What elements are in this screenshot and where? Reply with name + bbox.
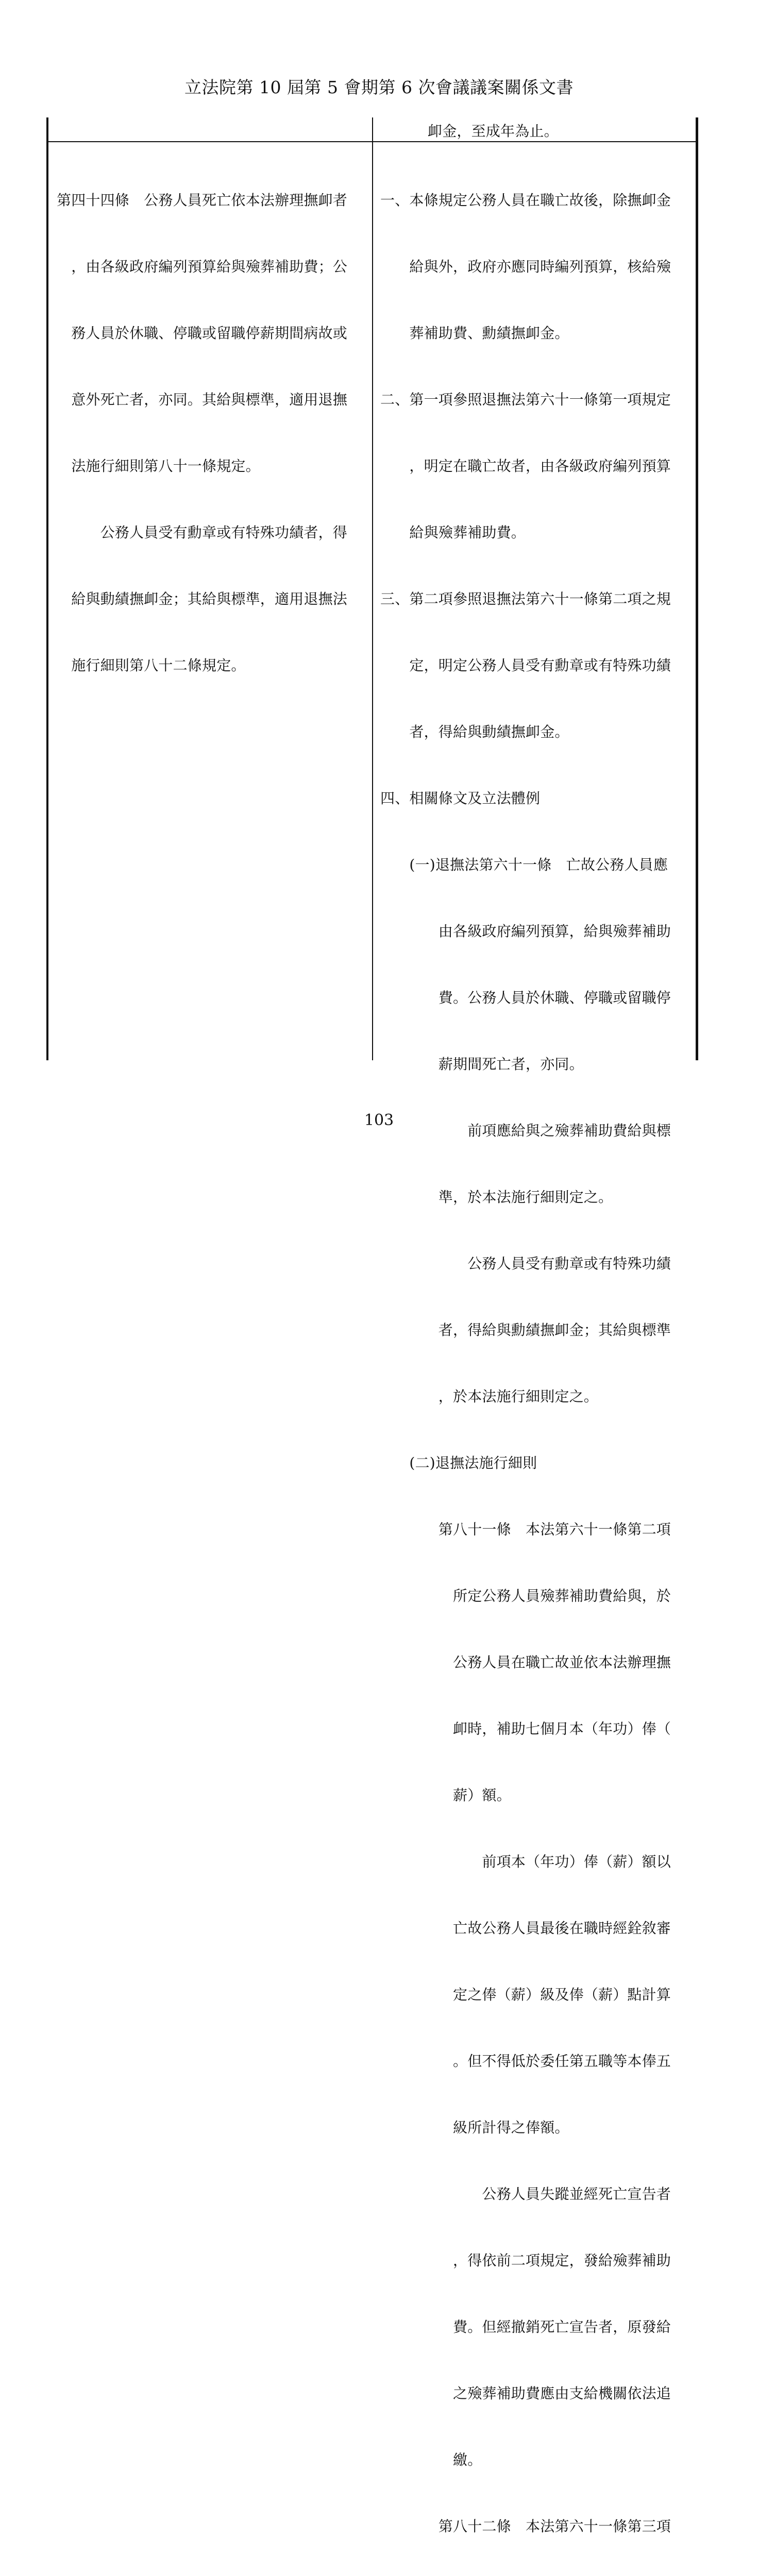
explanation-text-line: 四、相關條文及立法體例 [380,790,541,807]
explanation-text-line: 由各級政府編列預算，給與殮葬補助 [380,923,671,940]
table-left-border [46,117,48,1060]
explanation-text-line: 給與外，政府亦應同時編列預算，核給殮 [380,258,671,275]
explanation-text-line: 級所計得之俸額。 [380,2119,569,2136]
explanation-text-line: 卹時，補助七個月本（年功）俸（ [380,1720,671,1737]
explanation-text-line: ，於本法施行細則定之。 [380,1388,599,1405]
explanation-text-line: 定，明定公務人員受有勳章或有特殊功績 [380,657,671,674]
continued-explanation-text: 卹金，至成年為止。 [428,123,559,140]
table-right-border [696,117,698,1060]
explanation-text-line: 準，於本法施行細則定之。 [380,1189,613,1206]
explanation-text-line: 薪期間死亡者，亦同。 [380,1056,584,1073]
table-column-divider [372,117,373,1060]
explanation-text-line: 二、第一項參照退撫法第六十一條第一項規定 [380,391,671,408]
explanation-text-line: 亡故公務人員最後在職時經銓敘審 [380,1920,671,1937]
explanation-text-line: 薪）額。 [380,1787,511,1804]
article-text-line: 意外死亡者，亦同。其給與標準，適用退撫 [57,391,348,408]
table-row-divider [46,141,698,142]
explanation-text-line: 者，得給與動績撫卹金。 [380,723,569,740]
explanation-text-line: 三、第二項參照退撫法第六十一條第二項之規 [380,590,671,607]
explanation-text-line: ，得依前二項規定，發給殮葬補助 [380,2252,671,2269]
explanation-text-line: 費。但經撤銷死亡宣告者，原發給 [380,2318,671,2335]
explanation-text-line: 前項本（年功）俸（薪）額以 [380,1853,671,1870]
explanation-text-line: 第八十一條 本法第六十一條第二項 [380,1521,671,1538]
page-number: 103 [364,1111,394,1129]
article-text-line: 給與動績撫卹金；其給與標準，適用退撫法 [57,590,348,607]
explanation-text-line: 公務人員受有勳章或有特殊功績 [380,1255,671,1272]
article-text-line: 務人員於休職、停職或留職停薪期間病故或 [57,325,348,342]
explanation-text-line: 。但不得低於委任第五職等本俸五 [380,2053,671,2070]
explanation-text-line: 繳。 [380,2451,482,2468]
explanation-text-line: 公務人員失蹤並經死亡宣告者 [380,2185,671,2202]
explanation-text-line: (二)退撫法施行細則 [380,1454,537,1471]
explanation-text-line: 第八十二條 本法第六十一條第三項 [380,2518,671,2535]
article-text-line: 法施行細則第八十一條規定。 [57,457,260,474]
explanation-text-line: 之殮葬補助費應由支給機關依法追 [380,2385,671,2402]
explanation-text-line: 葬補助費、勳績撫卹金。 [380,325,569,342]
explanation-text-line: (一)退撫法第六十一條 亡故公務人員應 [380,856,668,873]
explanation-text-line: 前項應給與之殮葬補助費給與標 [380,1122,671,1139]
article-text-line: ，由各級政府編列預算給與殮葬補助費；公 [57,258,348,275]
explanation-text-line: 所定公務人員殮葬補助費給與，於 [380,1587,671,1604]
article-text-line: 施行細則第八十二條規定。 [57,657,246,674]
explanation-text-line: 者，得給與勳績撫卹金；其給與標準 [380,1321,671,1338]
explanation-text-line: ，明定在職亡故者，由各級政府編列預算 [380,457,671,474]
article-text-line: 公務人員受有勳章或有特殊功績者，得 [57,524,348,541]
explanation-text-line: 給與殮葬補助費。 [380,524,526,541]
explanation-text-line: 一、本條規定公務人員在職亡故後，除撫卹金 [380,192,671,209]
article-text-column [57,145,347,699]
article-text-line: 第四十四條 公務人員死亡依本法辦理撫卹者 [57,192,348,209]
explanation-text-line: 公務人員在職亡故並依本法辦理撫 [380,1654,671,1671]
page-title: 立法院第 10 屆第 5 會期第 6 次會議議案關係文書 [184,77,574,97]
explanation-text-line: 費。公務人員於休職、停職或留職停 [380,989,671,1006]
explanation-text-line: 定之俸（薪）級及俸（薪）點計算 [380,1986,671,2003]
explanation-text-column [380,145,671,2576]
